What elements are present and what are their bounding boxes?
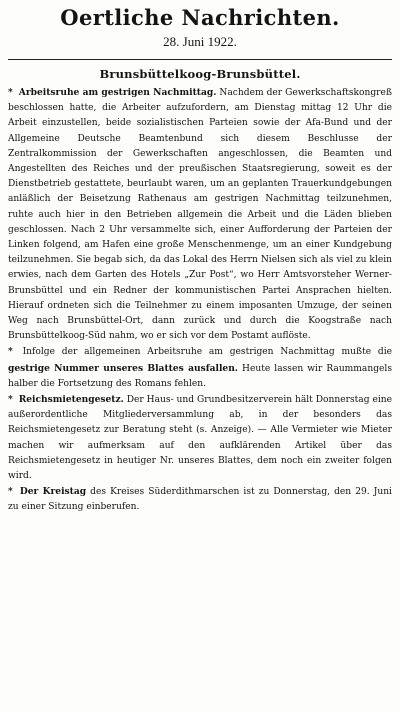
article-ausfall (8, 344, 392, 392)
article-body: Der Haus- und Grundbesitzerverein hält Donnerstag eine außerordentliche Mitgliederversammlung ab, in der besonders das Reichsmietengesetz zur Beratung steht (s. Anzeige). — Alle Vermieter wie Mieter machen wir aufmerksam auf den aufklärenden Artikel über das Reichsmietengesetz in heutiger Nr. unseres Blattes, dem noch ein zweiter folgen wird. (8, 395, 392, 482)
article-headline: Der Kreistag (19, 486, 87, 498)
article-headline: Arbeitsruhe am gestrigen Nachmittag. (18, 87, 217, 98)
divider-rule (8, 59, 392, 60)
bullet-marker: * (8, 394, 13, 406)
article-reichsmietengesetz (8, 392, 392, 484)
bullet-marker: * (8, 346, 13, 358)
article-body: des Kreises Süderdithmarschen ist zu Donnerstag, den 29. Juni zu einer Sitzung einberufen. (8, 487, 392, 513)
bullet-marker: * (8, 486, 13, 498)
article-body: Infolge der allgemeinen Arbeitsruhe am gestrigen Nachmittag mußte die (22, 347, 392, 358)
article-arbeitsruhe (8, 85, 392, 344)
article-emphasis: gestrige Nummer unseres Blattes ausfallen. (8, 362, 238, 374)
article-kreistag (8, 484, 392, 515)
article-headline: Reichsmietengesetz. (18, 394, 124, 406)
section-title: Brunsbüttelkoog-Brunsbüttel. (99, 67, 301, 81)
article-body: Heute lassen wir Raummangels halber die Fortsetzung des Romans fehlen. (8, 363, 392, 389)
issue-date: 28. Juni 1922. (163, 34, 237, 49)
masthead-title: Oertliche Nachrichten. (60, 5, 340, 30)
bullet-marker: * (8, 87, 13, 98)
article-body: Nachdem der Gewerkschaftskongreß beschlossen hatte, die Arbeiter aufzufordern, am Dienstag mittag 12 Uhr die Arbeit einzustellen, beide sozialistischen Parteien sowie der Afa-Bund und der Allgemeine Deutsche Beamtenbund sich diesem Beschlusse der Zentralkommission der Gewerkschaften angeschlossen, die Beamten und Angestellten des Reiches und der preußischen Staatsregierung, soweit es der Dienstbetrieb gestattete, beurlaubt waren, um an geplanten Trauerkundgebungen anläßlich der Beisetzung Rathenaus am gestrigen Nachmittag teilzunehmen, ruhte auch hier in den Betrieben allgemein die Arbeit und die Läden blieben geschlossen. Nach 2 Uhr versammelte sich, einer Aufforderung der Parteien der Linken folgend, am Hafen eine große Menschenmenge, um an einer Kundgebung teilzunehmen. Sie begab sich, da das Lokal des Herrn Nielsen sich als viel zu klein erwies, nach dem Garten des Hotels „Zur Post“, wo Herr Amtsvorsteher Werner-Brunsbüttel und ein Redner der kommunistischen Partei Ansprachen hielten. Hierauf ordneten sich die Teilnehmer zu einem imposanten Umzuge, der seinen Weg nach Brunsbüttel-Ort, dann zurück und durch die Koogstraße nach Brunsbüttelkoog-Süd nahm, wo er sich vor dem Postamt auflöste. (8, 88, 392, 342)
